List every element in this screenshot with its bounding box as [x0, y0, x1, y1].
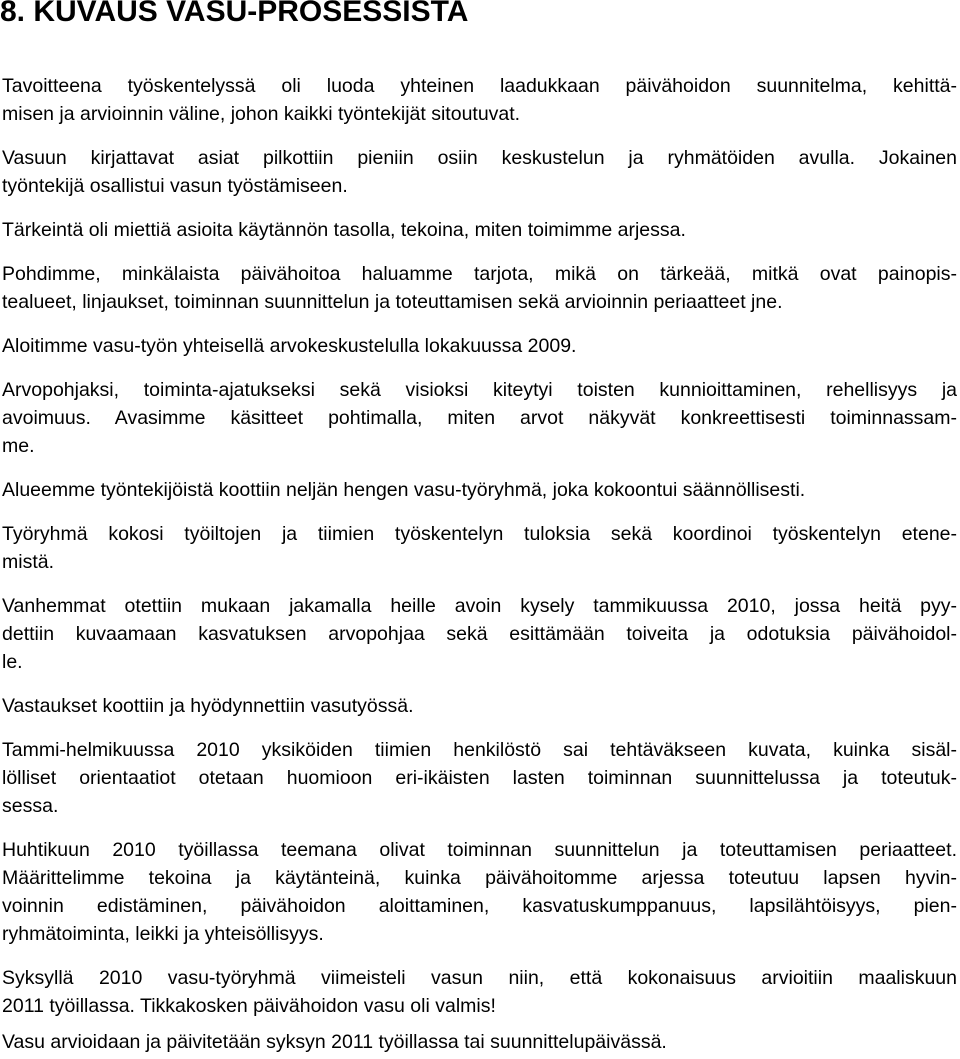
text-line: me. — [2, 435, 35, 457]
paragraph-orientations — [2, 736, 957, 820]
text-line: 2011 työillassa. Tikkakosken päivähoidon vasu oli valmis! — [2, 995, 496, 1017]
text-line: Määrittelimme tekoina ja käytänteinä, kuinka päivähoitomme arjessa toteutuu lapsen hyvin- — [2, 867, 957, 889]
text-line: dettiin kuvaamaan kasvatuksen arvopohjaa sekä esittämään toiveita ja odotuksia päivähoidol- — [2, 623, 957, 645]
text-line: Vasu arvioidaan ja päivitetään syksyn 2011 työillassa tai suunnittelupäivässä. — [2, 1031, 667, 1053]
text-line: Syksyllä 2010 vasu-työryhmä viimeisteli vasun niin, että kokonaisuus arvioitiin maaliskuun — [2, 967, 957, 989]
text-line: ryhmätoiminta, leikki ja yhteisöllisyys. — [2, 923, 324, 945]
paragraph-start — [2, 332, 957, 360]
paragraph-answers — [2, 692, 957, 720]
text-line: tealueet, linjaukset, toiminnan suunnittelun ja toteuttamisen sekä arvioinnin periaatteet jne. — [2, 291, 783, 313]
paragraph-reflection — [2, 260, 957, 316]
paragraph-values — [2, 376, 957, 460]
text-line: Alueemme työntekijöistä koottiin neljän hengen vasu-työryhmä, joka kokoontui säännöllisesti. — [2, 479, 806, 501]
text-line: Vasuun kirjattavat asiat pilkottiin pieniin osiin keskustelun ja ryhmätöiden avulla. Jokainen — [2, 147, 957, 169]
paragraph-goal — [2, 72, 957, 128]
paragraph-process — [2, 144, 957, 200]
text-line: avoimuus. Avasimme käsitteet pohtimalla, miten arvot näkyvät konkreettisesti toiminnassam- — [2, 407, 957, 429]
paragraph-coordination — [2, 520, 957, 576]
text-line: lölliset orientaatiot otetaan huomioon eri-ikäisten lasten toiminnan suunnittelussa ja toteutuk- — [2, 767, 957, 789]
paragraph-priority — [2, 216, 957, 244]
paragraph-parents — [2, 592, 957, 676]
text-line: työntekijä osallistui vasun työstämiseen. — [2, 175, 348, 197]
paragraph-principles — [2, 836, 957, 948]
text-line: Tärkeintä oli miettiä asioita käytännön tasolla, tekoina, miten toimimme arjessa. — [2, 219, 686, 241]
text-line: Pohdimme, minkälaista päivähoitoa haluamme tarjota, mikä on tärkeää, mitkä ovat painopis- — [2, 263, 957, 285]
text-line: mistä. — [2, 551, 55, 573]
paragraph-working-group — [2, 476, 957, 504]
text-line: voinnin edistäminen, päivähoidon aloittaminen, kasvatuskumppanuus, lapsilähtöisyys, pien- — [2, 895, 957, 917]
text-line: Tammi-helmikuussa 2010 yksiköiden tiimien henkilöstö sai tehtäväkseen kuvata, kuinka sisäl- — [2, 739, 957, 761]
text-line: sessa. — [2, 795, 59, 817]
section-heading: 8. KUVAUS VASU-PROSESSISTA — [0, 0, 469, 28]
text-line: Huhtikuun 2010 työillassa teemana olivat toiminnan suunnittelun ja toteuttamisen periaatteet. — [2, 839, 957, 861]
text-line: Tavoitteena työskentelyssä oli luoda yhteinen laadukkaan päivähoidon suunnitelma, kehittä- — [2, 75, 957, 97]
text-line: Vanhemmat otettiin mukaan jakamalla heille avoin kysely tammikuussa 2010, jossa heitä pyy- — [2, 595, 957, 617]
text-line: Aloitimme vasu-työn yhteisellä arvokeskustelulla lokakuussa 2009. — [2, 335, 577, 357]
text-line: Arvopohjaksi, toiminta-ajatukseksi sekä visioksi kiteytyi toisten kunnioittaminen, rehellisyys ja — [2, 379, 957, 401]
paragraph-evaluation — [2, 1028, 957, 1056]
paragraph-completion — [2, 964, 957, 1020]
text-line: Työryhmä kokosi työiltojen ja tiimien työskentelyn tuloksia sekä koordinoi työskentelyn etene- — [2, 523, 957, 545]
text-line: le. — [2, 651, 23, 673]
text-line: Vastaukset koottiin ja hyödynnettiin vasutyössä. — [2, 695, 414, 717]
text-line: misen ja arvioinnin väline, johon kaikki työntekijät sitoutuvat. — [2, 103, 521, 125]
